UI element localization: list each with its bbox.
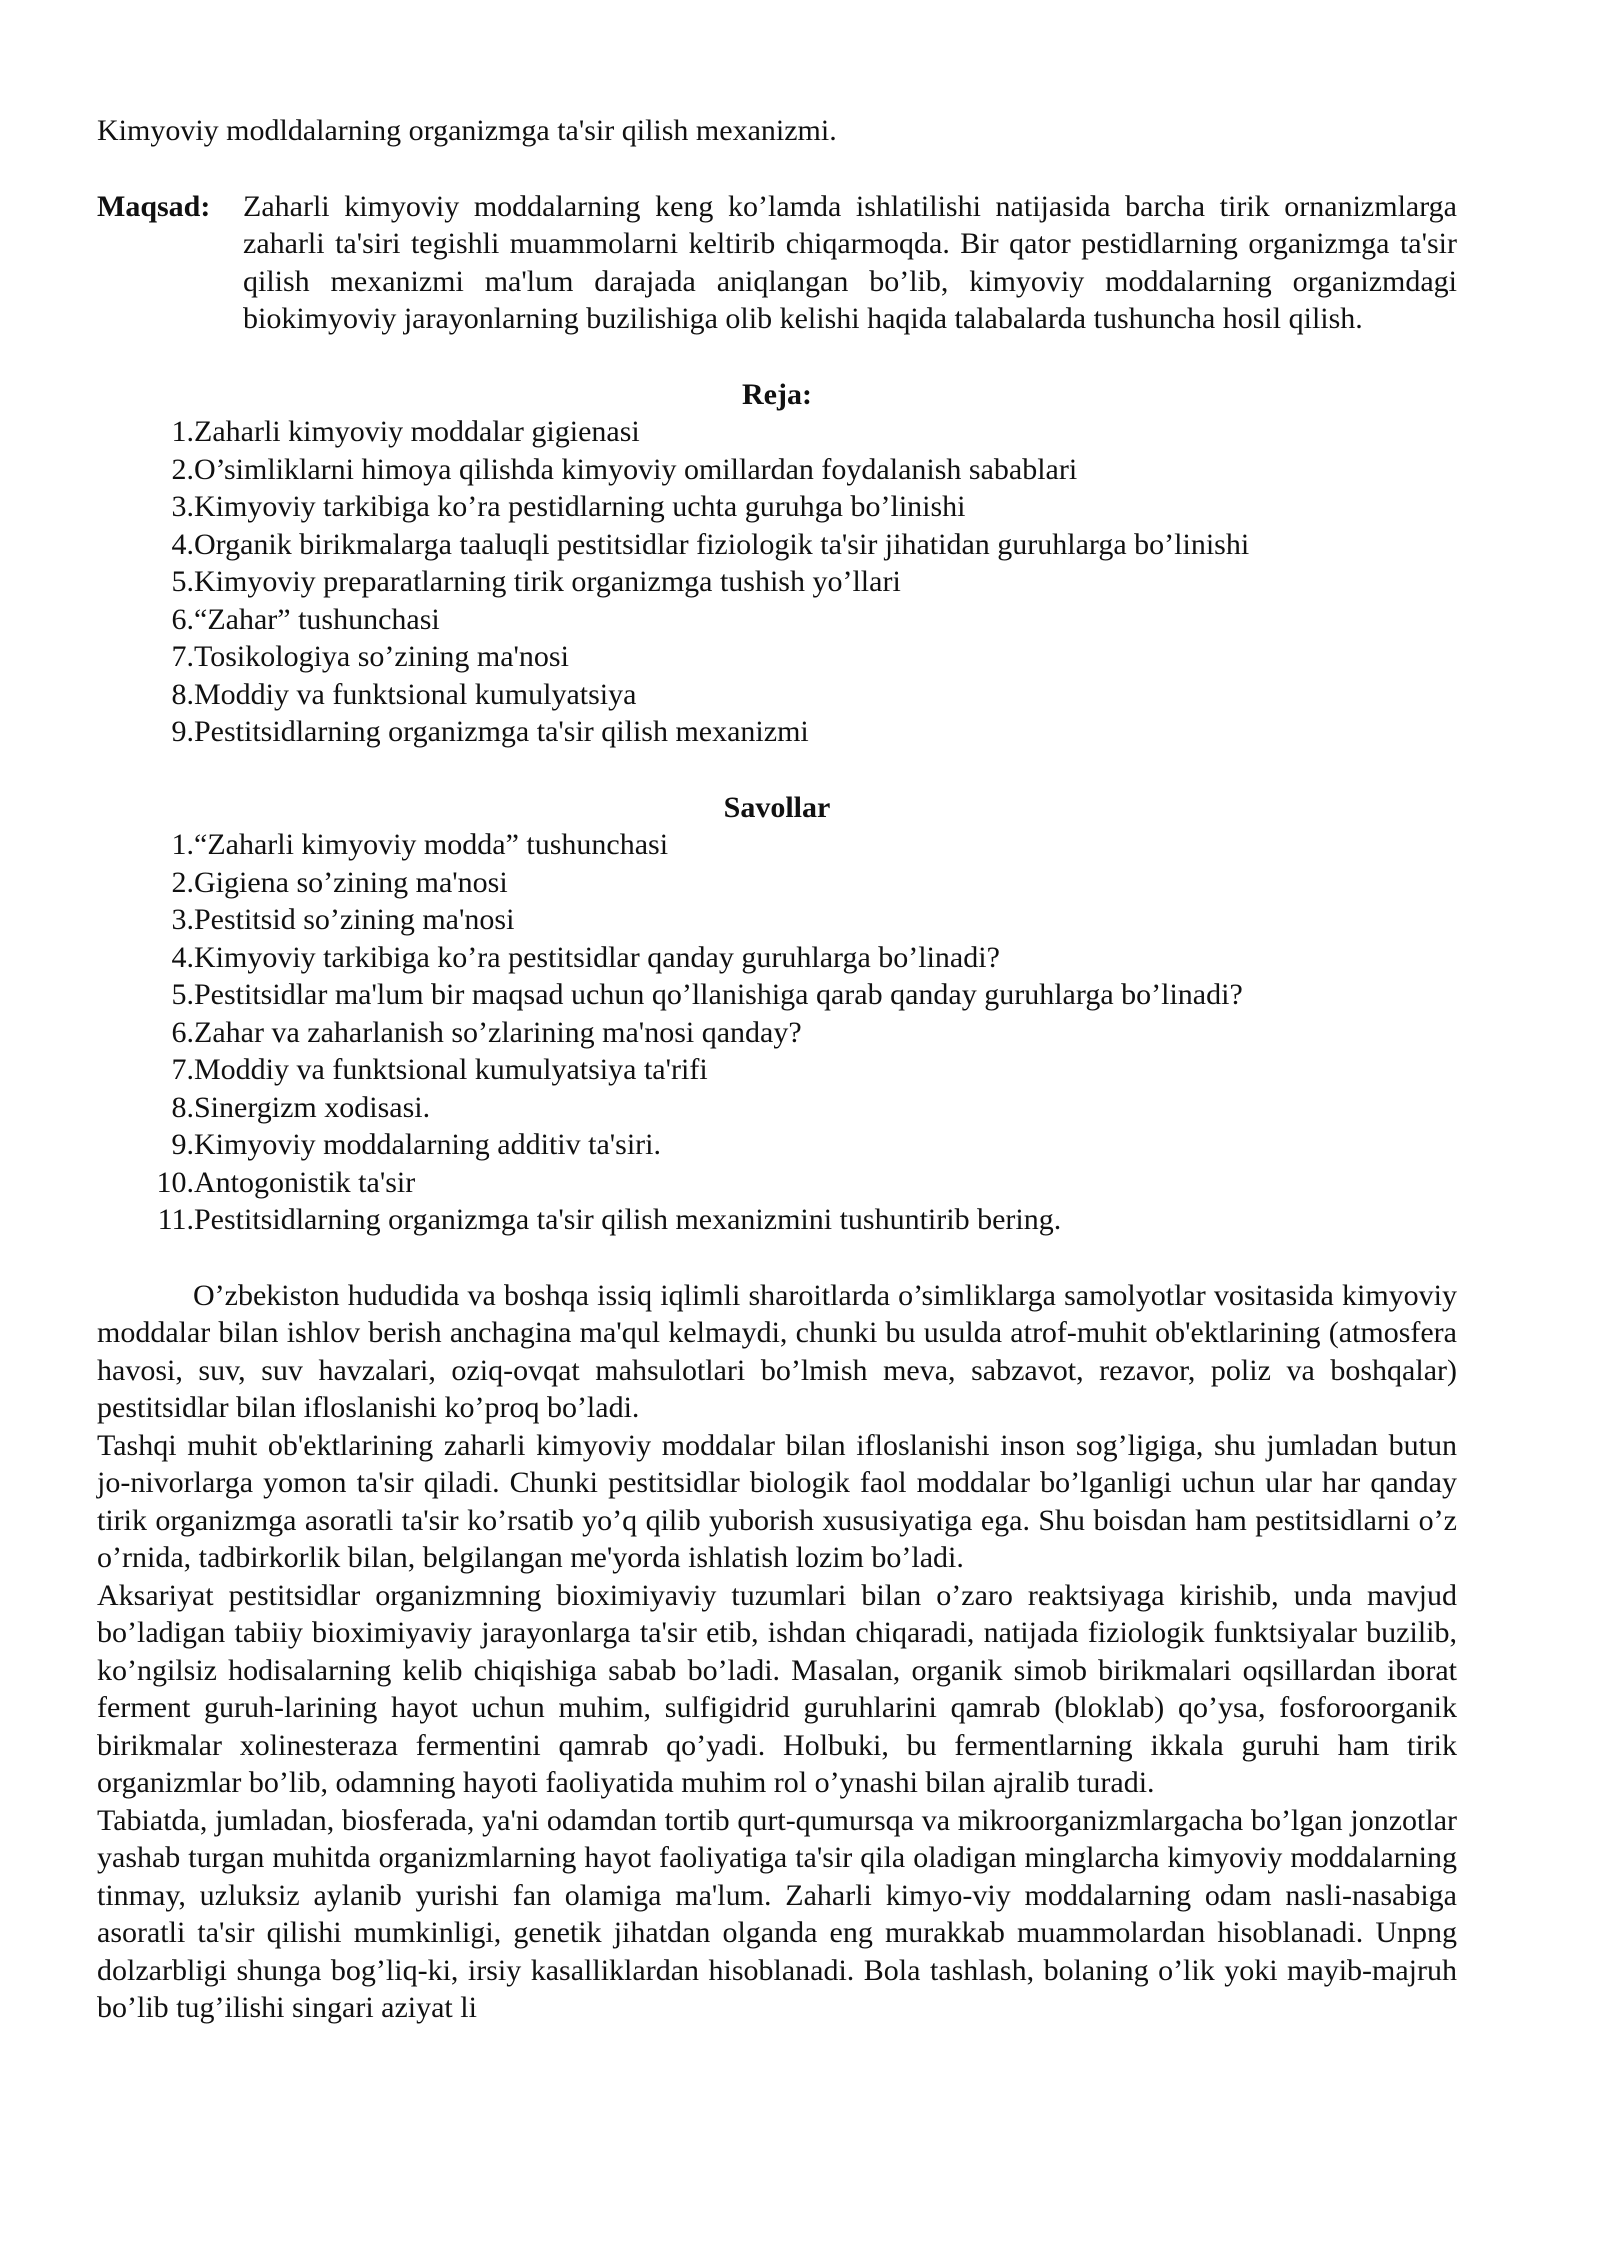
body-paragraph: Tabiatda, jumladan, biosferada, ya'ni odamdan tortib qurt-qumursqa va mikroorganizmlargacha bo’lgan jonzotlar yashab turgan muhitda organizmlarning hayot faoliyatiga ta'sir qila oladigan minglarcha kimyoviy moddalarning tinmay, uzluksiz aylanib yurishi fan olamiga ma'lum. Zaharli kimyo-viy moddalarning odam nasli-nasabiga asoratli ta'sir qilishi mumkinligi, genetik jihatdan olganda eng murakkab muammolardan hisoblanadi. Unpng dolzarbligi shunga bog’liq-ki, irsiy kasalliklardan hisoblanadi. Bola tashlash, bolaning o’lik yoki mayib-majruh bo’lib tug’ilishi singari aziyat li: [97, 1803, 1457, 2024]
plan-item-text: Kimyoviy preparatlarning tirik organizmga tushish yo’llari: [194, 565, 901, 598]
question-number: 8.: [171, 1090, 194, 1124]
plan-item-text: Tosikologiya so’zining ma'nosi: [194, 640, 569, 673]
plan-item: [97, 676, 1457, 714]
plan-item-number: 8.: [171, 677, 194, 711]
plan-item-text: O’simliklarni himoya qilishda kimyoviy omillardan foydalanish sabablari: [194, 452, 1078, 486]
body-paragraph: O’zbekiston hududida va boshqa issiq iqlimli sharoitlarda o’simliklarga samolyotlar vositasida kimyoviy moddalar bilan ishlov berish anchagina ma'qul kelmaydi, chunki bu usulda atrof-muhit ob'ektlarining (atmosfera havosi, suv, suv havzalari, oziq-ovqat mahsulotlari bo’lmish meva, sabzavot, rezavor, poliz va boshqalar) pestitsidlar bilan ifloslanishi ko’proq bo’ladi.: [97, 1278, 1457, 1424]
plan-item-number: 6.: [171, 602, 194, 636]
plan-item: [97, 563, 1457, 601]
plan-item-number: 7.: [171, 640, 194, 673]
plan-item-text: Pestitsidlarning organizmga ta'sir qilish mexanizmi: [194, 715, 809, 748]
question-text: Kimyoviy moddalarning additiv ta'siri.: [194, 1128, 662, 1161]
question-text: Pestitsid so’zining ma'nosi: [194, 903, 515, 936]
question-item: [97, 1089, 1457, 1127]
goal-section: [97, 188, 1457, 338]
question-number: 2.: [171, 865, 194, 899]
plan-item-number: 2.: [171, 452, 194, 486]
plan-item-text: Organik birikmalarga taaluqli pestitsidlar fiziologik ta'sir jihatidan guruhlarga bo’linishi: [194, 527, 1250, 561]
question-text: Gigiena so’zining ma'nosi: [194, 865, 508, 899]
plan-item: [97, 601, 1457, 639]
plan-item-number: 4.: [171, 527, 194, 561]
question-item: [97, 976, 1457, 1014]
document-page: [97, 112, 1457, 2027]
plan-item-number: 9.: [171, 715, 194, 748]
question-number: 4.: [171, 940, 194, 974]
plan-item: [97, 451, 1457, 489]
question-text: Zahar va zaharlanish so’zlarining ma'nosi qanday?: [194, 1015, 802, 1049]
plan-item: [97, 638, 1457, 676]
question-item: [97, 1014, 1457, 1052]
question-number: 3.: [171, 903, 194, 936]
plan-item: [97, 488, 1457, 526]
plan-item-text: Zaharli kimyoviy moddalar gigienasi: [194, 415, 640, 448]
plan-item-text: Kimyoviy tarkibiga ko’ra pestidlarning uchta guruhga bo’linishi: [194, 490, 966, 523]
question-text: Moddiy va funktsional kumulyatsiya ta'rifi: [194, 1053, 708, 1086]
question-item: [97, 1201, 1457, 1239]
question-number: 6.: [171, 1015, 194, 1049]
plan-item-text: Moddiy va funktsional kumulyatsiya: [194, 677, 637, 711]
question-text: Sinergizm xodisasi.: [194, 1090, 431, 1124]
plan-item: [97, 413, 1457, 451]
body-paragraph: Aksariyat pestitsidlar organizmning bioximiyaviy tuzumlari bilan o’zaro reaktsiyaga kirishib, unda mavjud bo’ladigan tabiiy bioximiyaviy jarayonlarga ta'sir etib, ishdan chiqaradi, natijada fiziologik funktsiyalar buzilib, ko’ngilsiz hodisalarning kelib chiqishiga sabab bo’ladi. Masalan, organik simob birikmalari oqsillardan iborat ferment guruh-larining hayot uchun muhim, sulfigidrid guruhlarini qamrab (bloklab) qo’ysa, fosforoorganik birikmalar xolinesteraza fermentini qamrab qo’yadi. Holbuki, bu fermentlarning ikkala guruhi ham tirik organizmlar bo’lib, odamning hayoti faoliyatida muhim rol o’ynashi bilan ajralib turadi.: [97, 1578, 1457, 1799]
question-item: [97, 939, 1457, 977]
question-text: Antogonistik ta'sir: [194, 1165, 416, 1199]
question-item: [97, 864, 1457, 902]
question-number: 9.: [171, 1128, 194, 1161]
body-text: [97, 1277, 1457, 2027]
plan-item-number: 3.: [171, 490, 194, 523]
plan-item: [97, 713, 1457, 751]
question-number: 10.: [156, 1165, 194, 1199]
question-number: 7.: [171, 1053, 194, 1086]
question-item: [97, 1164, 1457, 1202]
plan-heading: Reja:: [742, 377, 812, 411]
plan-item: [97, 526, 1457, 564]
goal-text: Zaharli kimyoviy moddalarning keng ko’lamda ishlatilishi natijasida barcha tirik ornanizmlarga zaharli ta'siri tegishli muammolarni keltirib chiqarmoqda. Bir qator pestidlarning organizmga ta'sir qilish mexanizmi ma'lum darajada aniqlangan bo’lib, kimyoviy moddalarning organizmdagi biokimyoviy jarayonlarning buzilishiga olib kelishi haqida talabalarda tushuncha hosil qilish.: [243, 189, 1457, 335]
question-number: 1.: [171, 828, 194, 861]
plan-item-number: 5.: [171, 565, 194, 598]
question-item: [97, 901, 1457, 939]
questions-list: [97, 826, 1457, 1239]
question-item: [97, 1126, 1457, 1164]
goal-label: Maqsad:: [97, 189, 211, 223]
question-number: 11.: [157, 1203, 194, 1236]
body-paragraph: Tashqi muhit ob'ektlarining zaharli kimyoviy moddalar bilan ifloslanishi inson sog’ligiga, shu jumladan butun jo-nivorlarga yomon ta'sir qiladi. Chunki pestitsidlar biologik faol moddalar bo’lganligi uchun ular har qanday tirik organizmga asoratli ta'sir ko’rsatib yo’q qilib yuborish xususiyatiga ega. Shu boisdan ham pestitsidlarni o’z o’rnida, tadbirkorlik bilan, belgilangan me'yorda ishlatish lozim bo’ladi.: [97, 1428, 1457, 1574]
plan-item-number: 1.: [171, 415, 194, 448]
question-item: [97, 1051, 1457, 1089]
question-text: Pestitsidlarning organizmga ta'sir qilish mexanizmini tushuntirib bering.: [194, 1203, 1062, 1236]
question-text: Kimyoviy tarkibiga ko’ra pestitsidlar qanday guruhlarga bo’linadi?: [194, 940, 1000, 974]
plan-item-text: “Zahar” tushunchasi: [194, 602, 440, 636]
plan-list: [97, 413, 1457, 751]
question-number: 5.: [171, 978, 194, 1011]
question-text: “Zaharli kimyoviy modda” tushunchasi: [194, 828, 669, 861]
questions-heading: Savollar: [723, 790, 831, 824]
document-title: Kimyoviy modldalarning organizmga ta'sir qilish mexanizmi.: [97, 114, 837, 147]
question-item: [97, 826, 1457, 864]
question-text: Pestitsidlar ma'lum bir maqsad uchun qo’llanishiga qarab qanday guruhlarga bo’linadi?: [194, 978, 1243, 1011]
